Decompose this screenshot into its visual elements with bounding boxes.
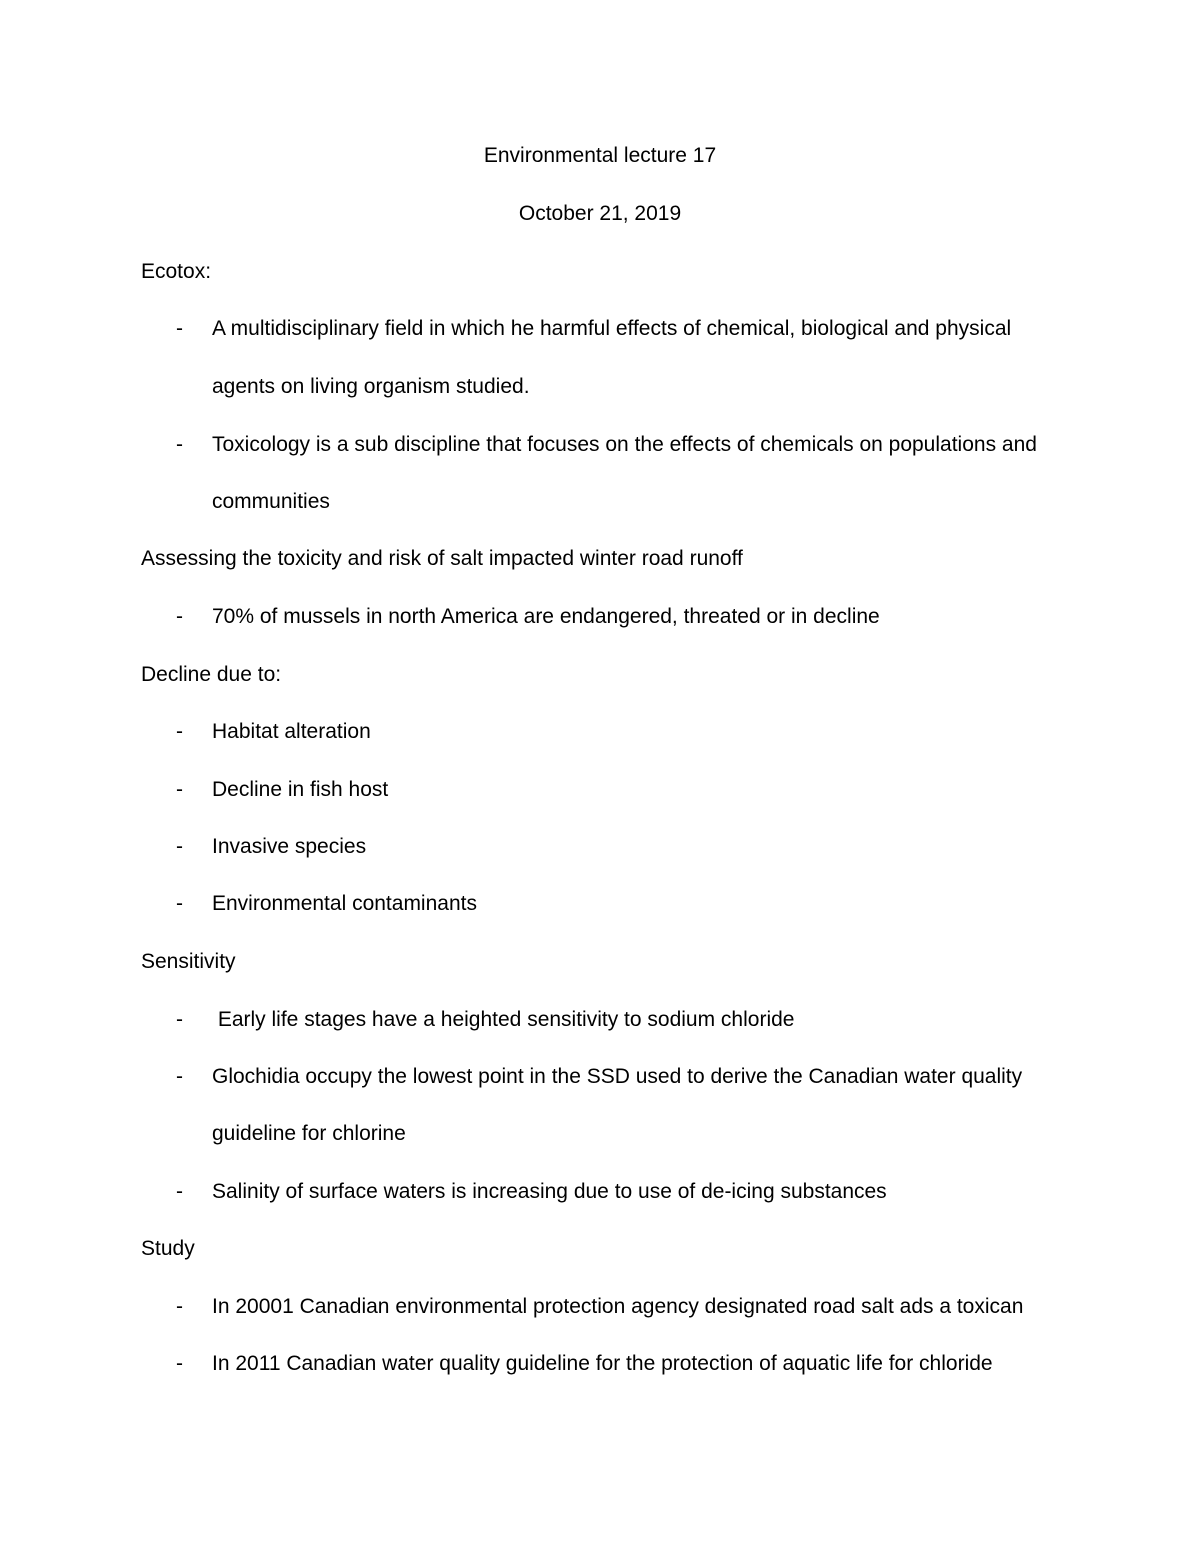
list-item-line: agents on living organism studied. — [212, 375, 530, 398]
bullet-dash: - — [176, 778, 183, 801]
bullet-dash: - — [176, 605, 183, 628]
bullet-dash: - — [176, 433, 183, 456]
bullet-dash: - — [176, 720, 183, 743]
section-heading-decline: Decline due to: — [141, 663, 282, 686]
list-item-line: Early life stages have a heighted sensitivity to sodium chloride — [212, 1008, 795, 1031]
list-item-line: In 2011 Canadian water quality guideline for the protection of aquatic life for chloride — [212, 1352, 993, 1375]
document-date: October 21, 2019 — [518, 202, 682, 225]
bullet-dash: - — [176, 1295, 183, 1318]
list-item-line: Decline in fish host — [212, 778, 389, 801]
list-item-line: A multidisciplinary field in which he harmful effects of chemical, biological and physical — [212, 317, 1012, 340]
bullet-dash: - — [176, 1065, 183, 1088]
list-item-line: Salinity of surface waters is increasing due to use of de-icing substances — [212, 1180, 887, 1203]
list-item-line: Habitat alteration — [212, 720, 371, 743]
section-heading-assessing: Assessing the toxicity and risk of salt impacted winter road runoff — [141, 547, 743, 570]
list-item-line: Toxicology is a sub discipline that focuses on the effects of chemicals on populations and — [212, 433, 1037, 456]
bullet-dash: - — [176, 1352, 183, 1375]
bullet-dash: - — [176, 835, 183, 858]
list-item-line: communities — [212, 490, 330, 513]
section-heading-study: Study — [141, 1237, 195, 1260]
list-item-line: 70% of mussels in north America are endangered, threated or in decline — [212, 605, 880, 628]
list-item-line: guideline for chlorine — [212, 1122, 406, 1145]
section-heading-sensitivity: Sensitivity — [141, 950, 236, 973]
list-item-line: Environmental contaminants — [212, 892, 477, 915]
bullet-dash: - — [176, 317, 183, 340]
bullet-dash: - — [176, 892, 183, 915]
bullet-dash: - — [176, 1008, 183, 1031]
list-item-line: Glochidia occupy the lowest point in the SSD used to derive the Canadian water quality — [212, 1065, 1023, 1088]
list-item-line: Invasive species — [212, 835, 367, 858]
document-title: Environmental lecture 17 — [483, 144, 717, 167]
bullet-dash: - — [176, 1180, 183, 1203]
list-item-line: In 20001 Canadian environmental protection agency designated road salt ads a toxican — [212, 1295, 1024, 1318]
section-heading-ecotox: Ecotox: — [141, 260, 212, 283]
